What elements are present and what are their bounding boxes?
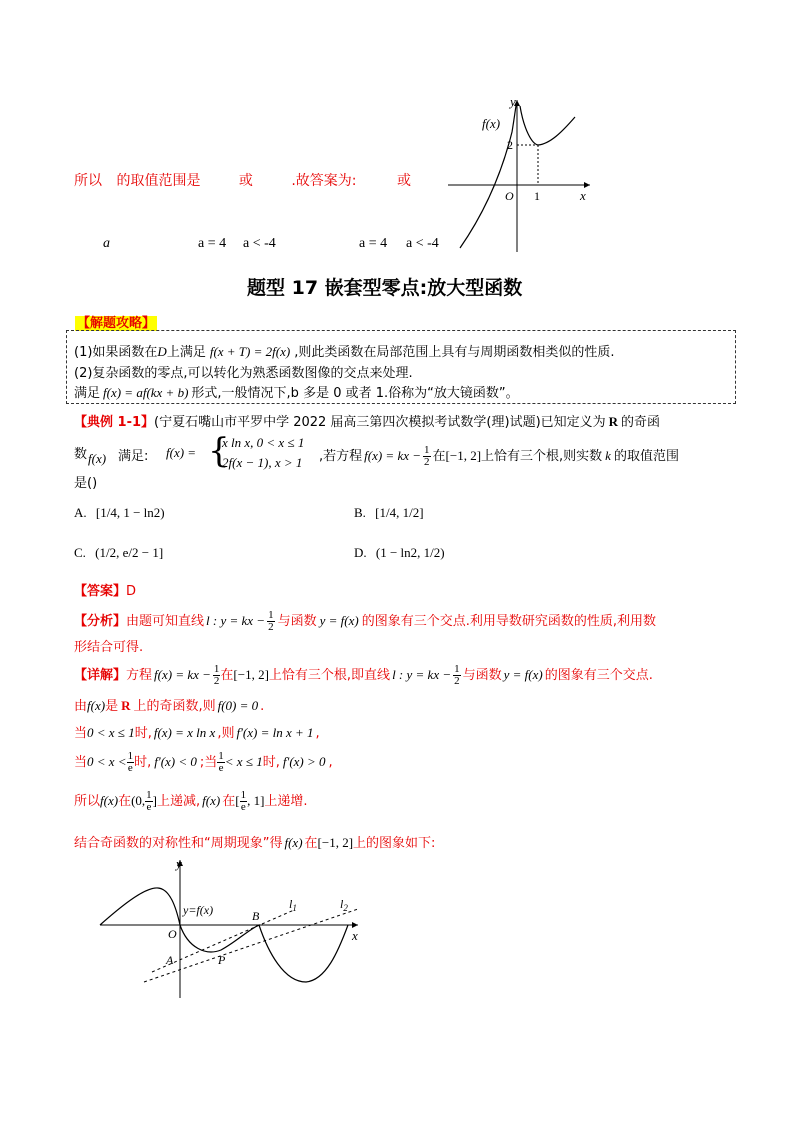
option-c-label: C.	[74, 545, 86, 560]
detail-l4-inv-e-2	[217, 751, 225, 774]
detail-l3-a: 当	[74, 726, 88, 741]
detail-l3-df: f′(x) = ln x + 1	[236, 725, 314, 740]
var-a: a	[103, 236, 110, 251]
detail-l5-int2: 1]	[253, 793, 265, 808]
example-fx: f(x)	[88, 451, 107, 466]
function-label: y=f(x)	[183, 903, 214, 917]
detail-l3-cond: 0 < x ≤ 1	[87, 725, 135, 740]
detail-l1-c: 上恰有三个根,即直线	[268, 668, 391, 683]
conclusion-prefix: 所以	[74, 173, 102, 189]
detail-l2-d: .	[260, 699, 265, 714]
example-q2-b: 满足:	[118, 449, 149, 464]
detail-l6-int: [−1, 2]	[317, 835, 354, 850]
detail-l1-eq: f(x) = kx −	[154, 667, 211, 682]
detail-l4-e: ,	[328, 755, 333, 770]
detail-l2-f0: f(0) = 0	[217, 698, 259, 713]
strategy-line-1	[74, 341, 614, 360]
detail-l5-c: 上递减,	[157, 794, 201, 809]
detail-l1-b: 在	[220, 668, 234, 683]
option-b[interactable]	[354, 505, 424, 521]
ineq-a-second: a < -4	[406, 236, 439, 251]
detail-l2-b: 是	[105, 699, 119, 714]
option-b-label: B.	[354, 505, 366, 520]
detail-line-4	[74, 751, 333, 774]
ineq-a-first: a < -4	[243, 236, 276, 251]
detail-l5-inv-e	[145, 790, 153, 813]
x-axis-label: x	[580, 188, 586, 203]
bottom-function-graph	[96, 852, 371, 1002]
answer-value: D	[126, 584, 137, 599]
piecewise-case-2: 2f(x − 1), x > 1	[222, 455, 303, 470]
strategy-formula-2: f(x) = af(kx + b)	[103, 385, 189, 400]
fraction-half-den: 2	[424, 456, 430, 468]
detail-l6-fx: f(x)	[284, 835, 303, 850]
conclusion-mid: 的取值范围是	[116, 173, 201, 189]
strategy-line-1-b: 上满足	[166, 345, 206, 360]
option-a-label: A.	[74, 505, 87, 520]
analysis-half-den: 2	[268, 621, 274, 633]
detail-l5-inv-e-num: 1	[146, 789, 152, 801]
option-d-label: D.	[354, 545, 367, 560]
analysis-half-num: 1	[268, 609, 274, 621]
detail-l5-d: 在	[222, 794, 236, 809]
detail-l1-half-2-num: 1	[454, 663, 460, 675]
option-d-value: (1 − ln2, 1/2)	[375, 545, 445, 560]
detail-tag: 【详解】	[74, 668, 127, 683]
example-q2-e: 上恰有三个根,则实数	[481, 449, 603, 464]
analysis-c: 的图象有三个交点.利用导数研究函数的性质,利用数	[361, 614, 656, 629]
origin-label: O	[168, 927, 177, 941]
detail-line-1	[74, 664, 653, 687]
detail-l3-c: ,则	[217, 726, 235, 741]
function-curve	[100, 888, 348, 982]
example-line-2-rest	[319, 445, 679, 468]
detail-l1-interval: [−1, 2]	[233, 667, 269, 682]
answer-line	[74, 580, 136, 599]
strategy-line-3	[74, 382, 519, 401]
detail-l1-half-num: 1	[213, 663, 220, 675]
detail-l3-d: ,	[315, 726, 320, 741]
detail-l1-a: 方程	[126, 668, 153, 683]
detail-l5-b: 在	[118, 794, 132, 809]
detail-l5-int1: (0,	[131, 793, 146, 808]
detail-l4-neg: f′(x) < 0	[154, 754, 197, 769]
example-q2-f: 的取值范围	[613, 449, 679, 464]
right-branch-curve	[520, 106, 575, 145]
detail-l5-e: 上递增.	[264, 794, 308, 809]
detail-l5-inv-e-2-den: e	[240, 801, 246, 813]
detail-line-5: 所以f(x)在(0, $\frac{1}{e}$ ]上递减, f(x) 在[ $\frac{1}{e}$ , 1]上递增.	[74, 789, 308, 813]
example-source-end: 的奇函	[621, 415, 661, 430]
strategy-tag	[75, 312, 157, 331]
conclusion-or-2: 或	[396, 173, 411, 189]
detail-l5-inv-e-2-num: 1	[240, 789, 247, 801]
detail-l5-fx: f(x)	[100, 793, 119, 808]
detail-l1-e: 的图象有三个交点.	[544, 668, 653, 683]
fraction-half-num: 1	[424, 444, 430, 456]
detail-l4-inv-e	[127, 751, 135, 774]
detail-l1-half-2	[453, 664, 461, 687]
y-axis-label: y	[176, 856, 182, 871]
answer-tag: 【答案】	[74, 584, 127, 599]
point-B-label: B	[252, 909, 260, 923]
strategy-formula-1: f(x + T) = 2f(x)	[209, 344, 291, 359]
detail-l2-fx: f(x)	[87, 698, 106, 713]
detail-l4-a: 当	[74, 755, 88, 770]
detail-l4-cond: 0 < x <	[87, 754, 127, 769]
detail-l1-line: l : y = kx −	[392, 667, 452, 682]
detail-l5-inv-e-2	[240, 790, 248, 813]
option-c[interactable]	[74, 545, 163, 561]
strategy-tag-label: 【解题攻略】	[77, 316, 156, 331]
detail-l3-f: f(x) = x ln x	[153, 725, 216, 740]
detail-line-2	[74, 695, 264, 714]
detail-l6-c: 上的图象如下:	[353, 836, 436, 851]
fraction-half	[423, 445, 431, 468]
strategy-line-3-b: 形式,一般情况下,b 多是 0 或者 1.俗称为“放大镜函数”。	[191, 386, 519, 401]
detail-l1-fn: y = f(x)	[503, 667, 543, 682]
example-line-3: 是()	[74, 476, 98, 491]
conclusion-line	[74, 170, 411, 190]
detail-l2-R: R	[121, 698, 131, 713]
option-a[interactable]	[74, 505, 165, 521]
detail-l1-half-den: 2	[213, 675, 220, 687]
section-title: 题型 17 嵌套型零点:放大型函数	[247, 277, 523, 299]
interval-q: [−1, 2]	[445, 448, 482, 463]
detail-l3-b: 时,	[134, 726, 152, 741]
detail-line-6	[74, 832, 435, 851]
option-c-value: (1/2, e/2 − 1]	[95, 545, 164, 560]
y-axis-label: y	[510, 94, 516, 109]
line-l1-label: $l_1$	[289, 897, 297, 913]
analysis-half	[267, 610, 275, 633]
option-b-value: [1/4, 1/2]	[375, 505, 424, 520]
detail-l4-inv-e-2-num: 1	[218, 750, 224, 762]
detail-l4-b: 时,	[134, 755, 152, 770]
example-source: (宁夏石嘴山市平罗中学 2022 届高三第四次模拟考试数学(理)试题)已知定义为	[154, 415, 606, 430]
analysis-tag: 【分析】	[74, 614, 127, 629]
point-A-label: A	[166, 953, 174, 967]
example-q2-c: ,若方程	[319, 449, 363, 464]
detail-l4-pos: f′(x) > 0	[282, 754, 326, 769]
option-a-value: [1/4, 1 − ln2)	[95, 505, 165, 520]
analysis-b: 与函数	[277, 614, 317, 629]
domain-symbol: D	[157, 344, 167, 359]
detail-l4-inv-e-den: e	[127, 762, 133, 774]
origin-label: O	[505, 189, 514, 203]
detail-l1-d: 与函数	[462, 668, 502, 683]
tick-label-y: 2	[507, 138, 513, 152]
piecewise-case-1: x ln x, 0 < x ≤ 1	[222, 435, 305, 450]
point-P-label: P	[218, 953, 226, 967]
piecewise-brace: {	[208, 431, 230, 471]
detail-l5-a: 所以	[74, 794, 101, 809]
detail-l6-a: 结合奇函数的对称性和“周期现象”得	[74, 836, 283, 851]
answer-intro: .故答案为:	[291, 173, 357, 189]
example-q2-a: 数	[74, 447, 88, 462]
analysis-a: 由题可知直线	[126, 614, 205, 629]
analysis-fn: y = f(x)	[319, 613, 359, 628]
equation-lhs: f(x) = kx −	[364, 448, 422, 463]
var-k: k	[605, 448, 611, 463]
analysis-line-1	[74, 610, 656, 633]
detail-l2-c: 上的奇函数,则	[133, 699, 216, 714]
detail-l4-d: 时,	[262, 755, 280, 770]
detail-line-3	[74, 722, 320, 741]
conclusion-or-1: 或	[238, 173, 253, 189]
x-axis-label: x	[352, 928, 358, 943]
strategy-line-2: (2)复杂函数的零点,可以转化为熟悉函数图像的交点来处理.	[74, 366, 413, 381]
strategy-line-3-a: 满足	[74, 386, 101, 401]
strategy-line-1-c: ,则此类函数在局部范围上具有与周期函数相类似的性质.	[294, 345, 615, 360]
function-label: f(x)	[482, 116, 501, 131]
analysis-line-2: 形结合可得.	[74, 640, 144, 655]
detail-l2-a: 由	[74, 699, 88, 714]
tick-label-x: 1	[534, 189, 540, 203]
detail-l1-half-2-den: 2	[454, 675, 460, 687]
detail-l4-inv-e-2-den: e	[218, 762, 224, 774]
option-d[interactable]	[354, 545, 445, 561]
eq-a-4-first: a = 4	[198, 236, 227, 251]
detail-l5-inv-e-den: e	[146, 801, 152, 813]
example-line-2-lead	[74, 443, 87, 462]
detail-l5-fx2: f(x)	[202, 793, 221, 808]
example-line-1	[74, 411, 660, 430]
analysis-line-eq: l : y = kx −	[206, 613, 266, 628]
top-function-graph	[440, 92, 600, 257]
piecewise-lhs: f(x) =	[166, 445, 197, 460]
detail-l4-c: ;当	[199, 755, 218, 770]
eq-a-4-second: a = 4	[359, 236, 388, 251]
line-l2-label: $l_2$	[340, 897, 348, 913]
example-q2-d: 在	[432, 449, 446, 464]
detail-l4-inv-e-num: 1	[127, 750, 134, 762]
line-l2	[144, 909, 358, 982]
real-set-symbol: R	[608, 414, 619, 429]
example-tag: 【典例 1-1】	[74, 415, 155, 430]
strategy-line-1-a: (1)如果函数在	[74, 345, 158, 360]
detail-l4-cond-2: < x ≤ 1	[224, 754, 263, 769]
detail-l6-b: 在	[304, 836, 318, 851]
